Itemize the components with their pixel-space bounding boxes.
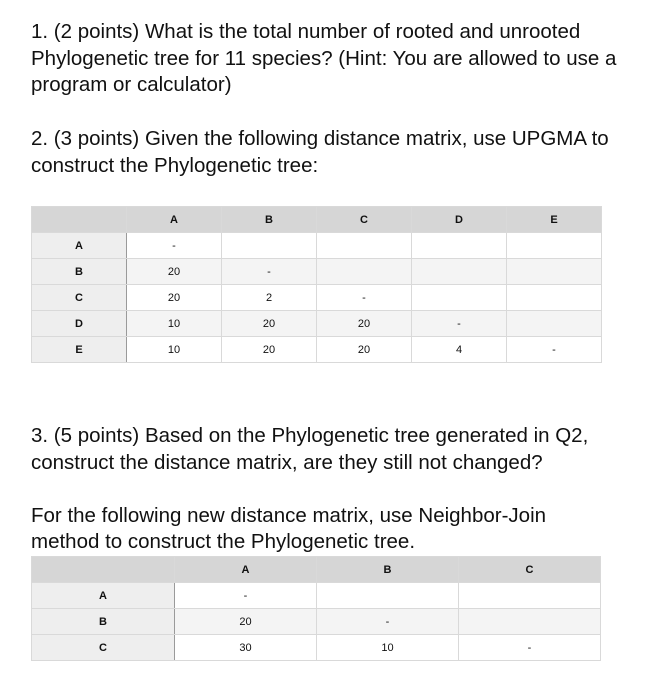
- row-label: A: [32, 583, 175, 609]
- question-3-text-line-3: method to construct the Phylogenetic tree.: [31, 530, 416, 553]
- row-label: A: [32, 233, 127, 259]
- table-header-row: [32, 557, 601, 583]
- table-cell: [459, 583, 601, 609]
- row-label: B: [32, 259, 127, 285]
- table-row: [32, 311, 602, 337]
- table-cell: -: [412, 311, 507, 337]
- table-header-B: B: [222, 207, 317, 233]
- table-cell: 20: [175, 609, 317, 635]
- table-row: [32, 635, 601, 661]
- table-cell: [412, 285, 507, 311]
- table-cell: -: [317, 609, 459, 635]
- table-cell: [507, 233, 602, 259]
- row-label: D: [32, 311, 127, 337]
- table-cell: 10: [127, 337, 222, 363]
- table-row: [32, 583, 601, 609]
- table-cell: -: [127, 233, 222, 259]
- question-3-text: 3. (5 points) Based on the Phylogenetic tree generated in Q2, construct the distance matrix, are they still not changed?: [31, 424, 589, 474]
- table-cell: -: [459, 635, 601, 661]
- table-cell: 20: [317, 311, 412, 337]
- row-label: B: [32, 609, 175, 635]
- table-header-A: A: [175, 557, 317, 583]
- table-cell: [507, 311, 602, 337]
- table-cell: -: [317, 285, 412, 311]
- table-row: [32, 259, 602, 285]
- table-cell: [317, 233, 412, 259]
- row-label: C: [32, 635, 175, 661]
- table-header-corner: [32, 557, 175, 583]
- table-cell: 20: [222, 311, 317, 337]
- table-cell: [507, 285, 602, 311]
- table-cell: -: [175, 583, 317, 609]
- table-cell: [507, 259, 602, 285]
- table-row: [32, 609, 601, 635]
- table-cell: 10: [127, 311, 222, 337]
- table-cell: 20: [317, 337, 412, 363]
- table-header-A: A: [127, 207, 222, 233]
- row-label: C: [32, 285, 127, 311]
- table-row: [32, 233, 602, 259]
- table-cell: [222, 233, 317, 259]
- distance-matrix-table-2: [31, 556, 601, 661]
- table-cell: 10: [317, 635, 459, 661]
- table-cell: -: [222, 259, 317, 285]
- table-cell: 20: [127, 285, 222, 311]
- table-cell: 4: [412, 337, 507, 363]
- table-cell: -: [507, 337, 602, 363]
- table-cell: 20: [127, 259, 222, 285]
- table-header-row: [32, 207, 602, 233]
- table-cell: [412, 233, 507, 259]
- table-header-C: C: [317, 207, 412, 233]
- table-header-D: D: [412, 207, 507, 233]
- table-header-C: C: [459, 557, 601, 583]
- question-3-text-line-2: For the following new distance matrix, use Neighbor-Join: [31, 504, 547, 527]
- table-cell: [317, 259, 412, 285]
- table-cell: 30: [175, 635, 317, 661]
- table-cell: 20: [222, 337, 317, 363]
- table-cell: [317, 583, 459, 609]
- question-1-text: 1. (2 points) What is the total number of rooted and unrooted Phylogenetic tree for 11 species? (Hint: You are allowed to use a program or calculator): [31, 20, 617, 96]
- table-cell: [459, 609, 601, 635]
- table-row: [32, 337, 602, 363]
- table-row: [32, 285, 602, 311]
- table-header-B: B: [317, 557, 459, 583]
- table-header-corner: [32, 207, 127, 233]
- table-header-E: E: [507, 207, 602, 233]
- question-2-text: 2. (3 points) Given the following distance matrix, use UPGMA to construct the Phylogenetic tree:: [31, 127, 609, 177]
- distance-matrix-table-1: [31, 206, 602, 363]
- table-cell: 2: [222, 285, 317, 311]
- row-label: E: [32, 337, 127, 363]
- table-cell: [412, 259, 507, 285]
